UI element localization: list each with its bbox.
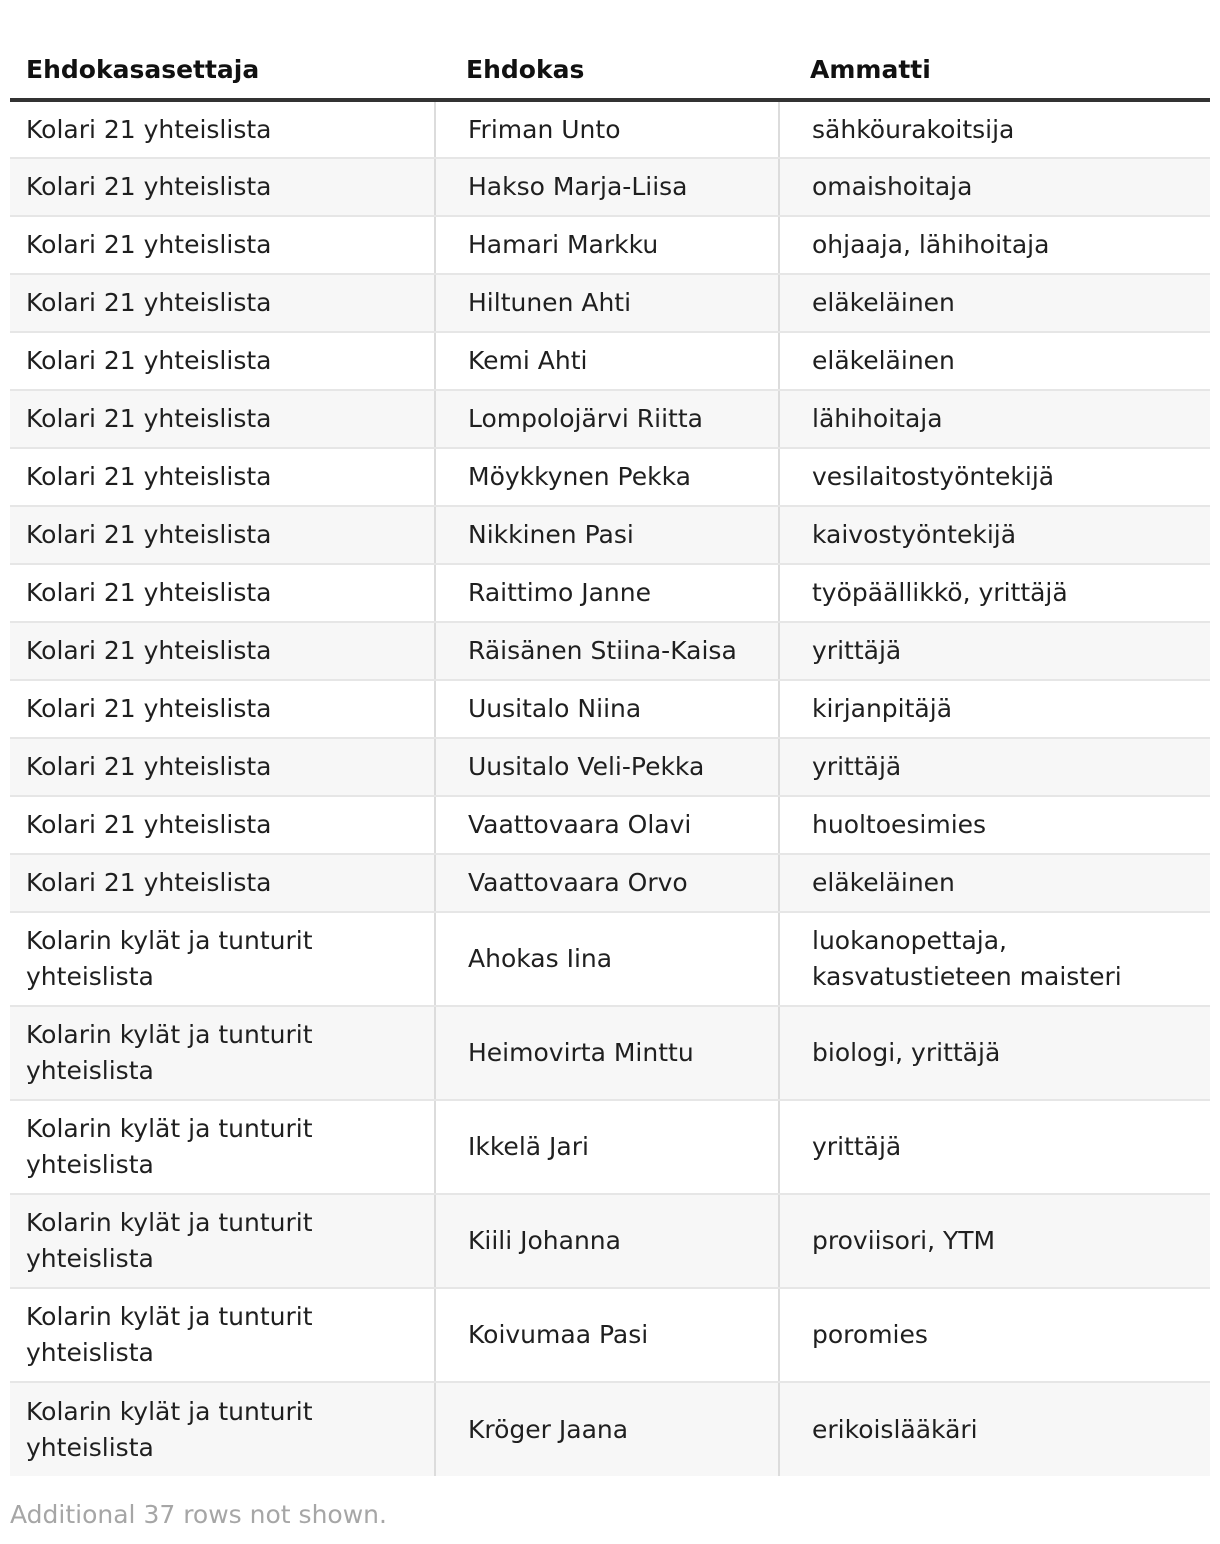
table-row [10, 1382, 1210, 1476]
cell-ammatti: proviisori, YTM [779, 1194, 1210, 1288]
cell-ehdokas: Uusitalo Veli-Pekka [435, 738, 779, 796]
cell-ehdokas: Ahokas Iina [435, 912, 779, 1006]
cell-ammatti: luokanopettaja, kasvatustieteen maisteri [779, 912, 1210, 1006]
cell-ehdokasasettaja: Kolari 21 yhteislista [10, 158, 435, 216]
table-row [10, 680, 1210, 738]
cell-ammatti: eläkeläinen [779, 332, 1210, 390]
cell-ammatti: huoltoesimies [779, 796, 1210, 854]
cell-ehdokas: Uusitalo Niina [435, 680, 779, 738]
table-row [10, 564, 1210, 622]
cell-ehdokas: Friman Unto [435, 100, 779, 158]
table-row [10, 1194, 1210, 1288]
cell-ehdokasasettaja: Kolarin kylät ja tunturit yhteislista [10, 1194, 435, 1288]
cell-ehdokasasettaja: Kolarin kylät ja tunturit yhteislista [10, 912, 435, 1006]
table-row [10, 1006, 1210, 1100]
cell-ehdokasasettaja: Kolari 21 yhteislista [10, 738, 435, 796]
cell-ehdokasasettaja: Kolari 21 yhteislista [10, 622, 435, 680]
cell-ehdokas: Heimovirta Minttu [435, 1006, 779, 1100]
cell-ehdokas: Kiili Johanna [435, 1194, 779, 1288]
cell-ammatti: eläkeläinen [779, 854, 1210, 912]
cell-ehdokas: Kröger Jaana [435, 1382, 779, 1476]
cell-ehdokasasettaja: Kolarin kylät ja tunturit yhteislista [10, 1100, 435, 1194]
cell-ehdokas: Möykkynen Pekka [435, 448, 779, 506]
table-row [10, 506, 1210, 564]
cell-ehdokas: Hamari Markku [435, 216, 779, 274]
table-row [10, 274, 1210, 332]
column-header-ehdokasasettaja[interactable]: Ehdokasasettaja [10, 0, 435, 100]
cell-ehdokas: Vaattovaara Olavi [435, 796, 779, 854]
header-row [10, 0, 1210, 100]
cell-ehdokasasettaja: Kolari 21 yhteislista [10, 216, 435, 274]
table-body [10, 100, 1210, 1476]
cell-ehdokasasettaja: Kolari 21 yhteislista [10, 506, 435, 564]
cell-ehdokas: Nikkinen Pasi [435, 506, 779, 564]
table-row [10, 1100, 1210, 1194]
cell-ammatti: omaishoitaja [779, 158, 1210, 216]
column-header-ammatti[interactable]: Ammatti [779, 0, 1210, 100]
cell-ehdokas: Hakso Marja-Liisa [435, 158, 779, 216]
candidate-table-container [10, 0, 1210, 1476]
cell-ammatti: ohjaaja, lähihoitaja [779, 216, 1210, 274]
table-row [10, 332, 1210, 390]
cell-ehdokasasettaja: Kolarin kylät ja tunturit yhteislista [10, 1006, 435, 1100]
cell-ammatti: sähköurakoitsija [779, 100, 1210, 158]
cell-ammatti: yrittäjä [779, 738, 1210, 796]
cell-ehdokasasettaja: Kolari 21 yhteislista [10, 332, 435, 390]
cell-ehdokas: Koivumaa Pasi [435, 1288, 779, 1382]
cell-ammatti: yrittäjä [779, 1100, 1210, 1194]
table-header [10, 0, 1210, 100]
cell-ehdokas: Räisänen Stiina-Kaisa [435, 622, 779, 680]
table-row [10, 448, 1210, 506]
cell-ehdokasasettaja: Kolari 21 yhteislista [10, 680, 435, 738]
table-row [10, 100, 1210, 158]
cell-ehdokasasettaja: Kolari 21 yhteislista [10, 796, 435, 854]
cell-ammatti: lähihoitaja [779, 390, 1210, 448]
cell-ammatti: työpäällikkö, yrittäjä [779, 564, 1210, 622]
cell-ehdokasasettaja: Kolarin kylät ja tunturit yhteislista [10, 1288, 435, 1382]
cell-ehdokas: Raittimo Janne [435, 564, 779, 622]
table-row [10, 1288, 1210, 1382]
cell-ehdokas: Ikkelä Jari [435, 1100, 779, 1194]
candidate-table [10, 0, 1210, 1476]
cell-ehdokas: Kemi Ahti [435, 332, 779, 390]
cell-ehdokas: Hiltunen Ahti [435, 274, 779, 332]
cell-ehdokasasettaja: Kolari 21 yhteislista [10, 390, 435, 448]
cell-ehdokasasettaja: Kolari 21 yhteislista [10, 274, 435, 332]
cell-ammatti: poromies [779, 1288, 1210, 1382]
additional-rows-note: Additional 37 rows not shown. [10, 1500, 387, 1529]
cell-ammatti: biologi, yrittäjä [779, 1006, 1210, 1100]
table-row [10, 796, 1210, 854]
table-row [10, 854, 1210, 912]
cell-ammatti: kaivostyöntekijä [779, 506, 1210, 564]
table-row [10, 622, 1210, 680]
cell-ammatti: kirjanpitäjä [779, 680, 1210, 738]
column-header-ehdokas[interactable]: Ehdokas [435, 0, 779, 100]
table-row [10, 912, 1210, 1006]
cell-ehdokasasettaja: Kolarin kylät ja tunturit yhteislista [10, 1382, 435, 1476]
cell-ammatti: vesilaitostyöntekijä [779, 448, 1210, 506]
cell-ehdokasasettaja: Kolari 21 yhteislista [10, 100, 435, 158]
cell-ammatti: erikoislääkäri [779, 1382, 1210, 1476]
cell-ehdokasasettaja: Kolari 21 yhteislista [10, 448, 435, 506]
table-row [10, 158, 1210, 216]
table-row [10, 216, 1210, 274]
table-row [10, 738, 1210, 796]
cell-ammatti: eläkeläinen [779, 274, 1210, 332]
table-row [10, 390, 1210, 448]
cell-ehdokasasettaja: Kolari 21 yhteislista [10, 854, 435, 912]
cell-ehdokas: Vaattovaara Orvo [435, 854, 779, 912]
cell-ehdokasasettaja: Kolari 21 yhteislista [10, 564, 435, 622]
cell-ammatti: yrittäjä [779, 622, 1210, 680]
cell-ehdokas: Lompolojärvi Riitta [435, 390, 779, 448]
